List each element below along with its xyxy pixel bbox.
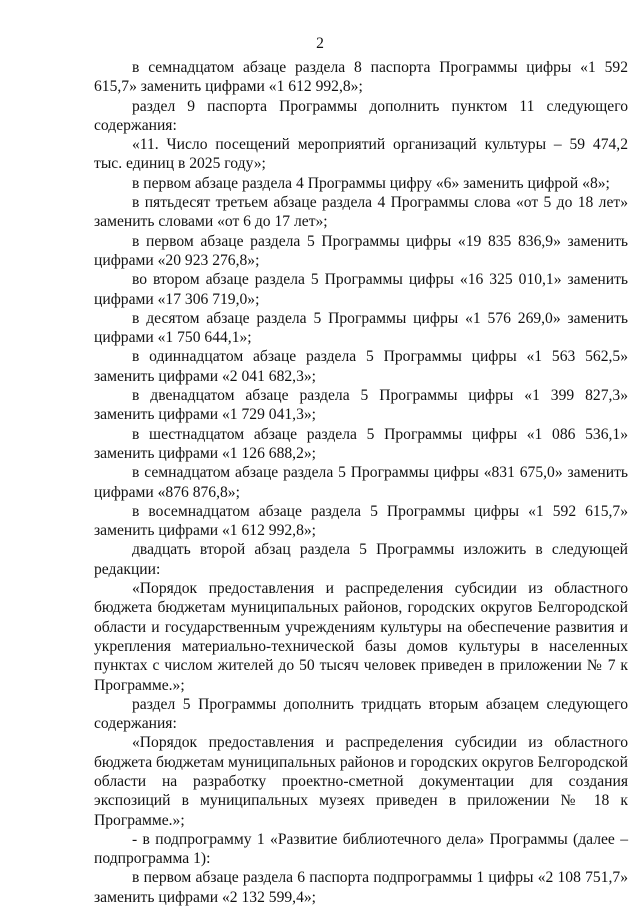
paragraph: двадцать второй абзац раздела 5 Программы изложить в следующей редакции: (94, 541, 628, 578)
paragraph: раздел 9 паспорта Программы дополнить пунктом 11 следующего содержания: (94, 97, 628, 134)
paragraph: в первом абзаце раздела 4 Программы цифру «6» заменить цифрой «8»; (132, 174, 610, 192)
paragraph: в десятом абзаце раздела 5 Программы цифры «1 576 269,0» заменить цифрами «1 750 644,1»; (94, 309, 628, 347)
paragraph: в семнадцатом абзаце раздела 8 паспорта Программы цифры «1 592 615,7» заменить цифрами «1 612 992,8»; (94, 59, 628, 96)
page-number: 2 (316, 35, 324, 52)
paragraph: раздел 5 Программы дополнить тридцать вторым абзацем следующего содержания: (94, 695, 628, 733)
paragraph: в семнадцатом абзаце раздела 5 Программы цифры «831 675,0» заменить цифрами «876 876,8»; (94, 464, 628, 501)
paragraph: в восемнадцатом абзаце раздела 5 Программы цифры «1 592 615,7» заменить цифрами «1 612 992,8»; (94, 502, 628, 540)
paragraph: в пятьдесят третьем абзаце раздела 4 Программы слова «от 5 до 18 лет» заменить словами «от 6 до 17 лет»; (94, 194, 628, 231)
paragraph: в первом абзаце раздела 6 паспорта подпрограммы 1 цифры «2 108 751,7» заменить цифрами «2 132 599,4»; (94, 869, 628, 906)
paragraph: «11. Число посещений мероприятий организаций культуры – 59 474,2 тыс. единиц в 2025 году»; (94, 136, 628, 173)
paragraph: в первом абзаце раздела 5 Программы цифры «19 835 836,9» заменить цифрами «20 923 276,8»; (94, 232, 628, 269)
document-body (94, 58, 628, 907)
paragraph: во втором абзаце раздела 5 Программы цифры «16 325 010,1» заменить цифрами «17 306 719,0»; (94, 271, 628, 308)
paragraph: в двенадцатом абзаце раздела 5 Программы цифры «1 399 827,3» заменить цифрами «1 729 041,3»; (94, 387, 628, 424)
paragraph: «Порядок предоставления и распределения субсидии из областного бюджета бюджетам муниципальных районов и городских округов Белгородской области на разработку проектно-сметной документации для создания экспозиций в муниципальных музеях приведен в приложении № 18 к Программе.»; (94, 734, 628, 829)
paragraph: в одиннадцатом абзаце раздела 5 Программы цифры «1 563 562,5» заменить цифрами «2 041 682,3»; (94, 348, 628, 385)
paragraph: в шестнадцатом абзаце раздела 5 Программы цифры «1 086 536,1» заменить цифрами «1 126 688,2»; (94, 425, 628, 462)
paragraph: «Порядок предоставления и распределения субсидии из областного бюджета бюджетам муниципальных районов, городских округов Белгородской области и государственным учреждениям культуры на обеспечение развития и укрепления материально-технической базы домов культуры в населенных пунктах с числом жителей до 50 тысяч человек приведен в приложении № 7 к Программе.»; (94, 580, 628, 694)
paragraph: - в подпрограмму 1 «Развитие библиотечного дела» Программы (далее – подпрограмма 1): (94, 830, 628, 868)
